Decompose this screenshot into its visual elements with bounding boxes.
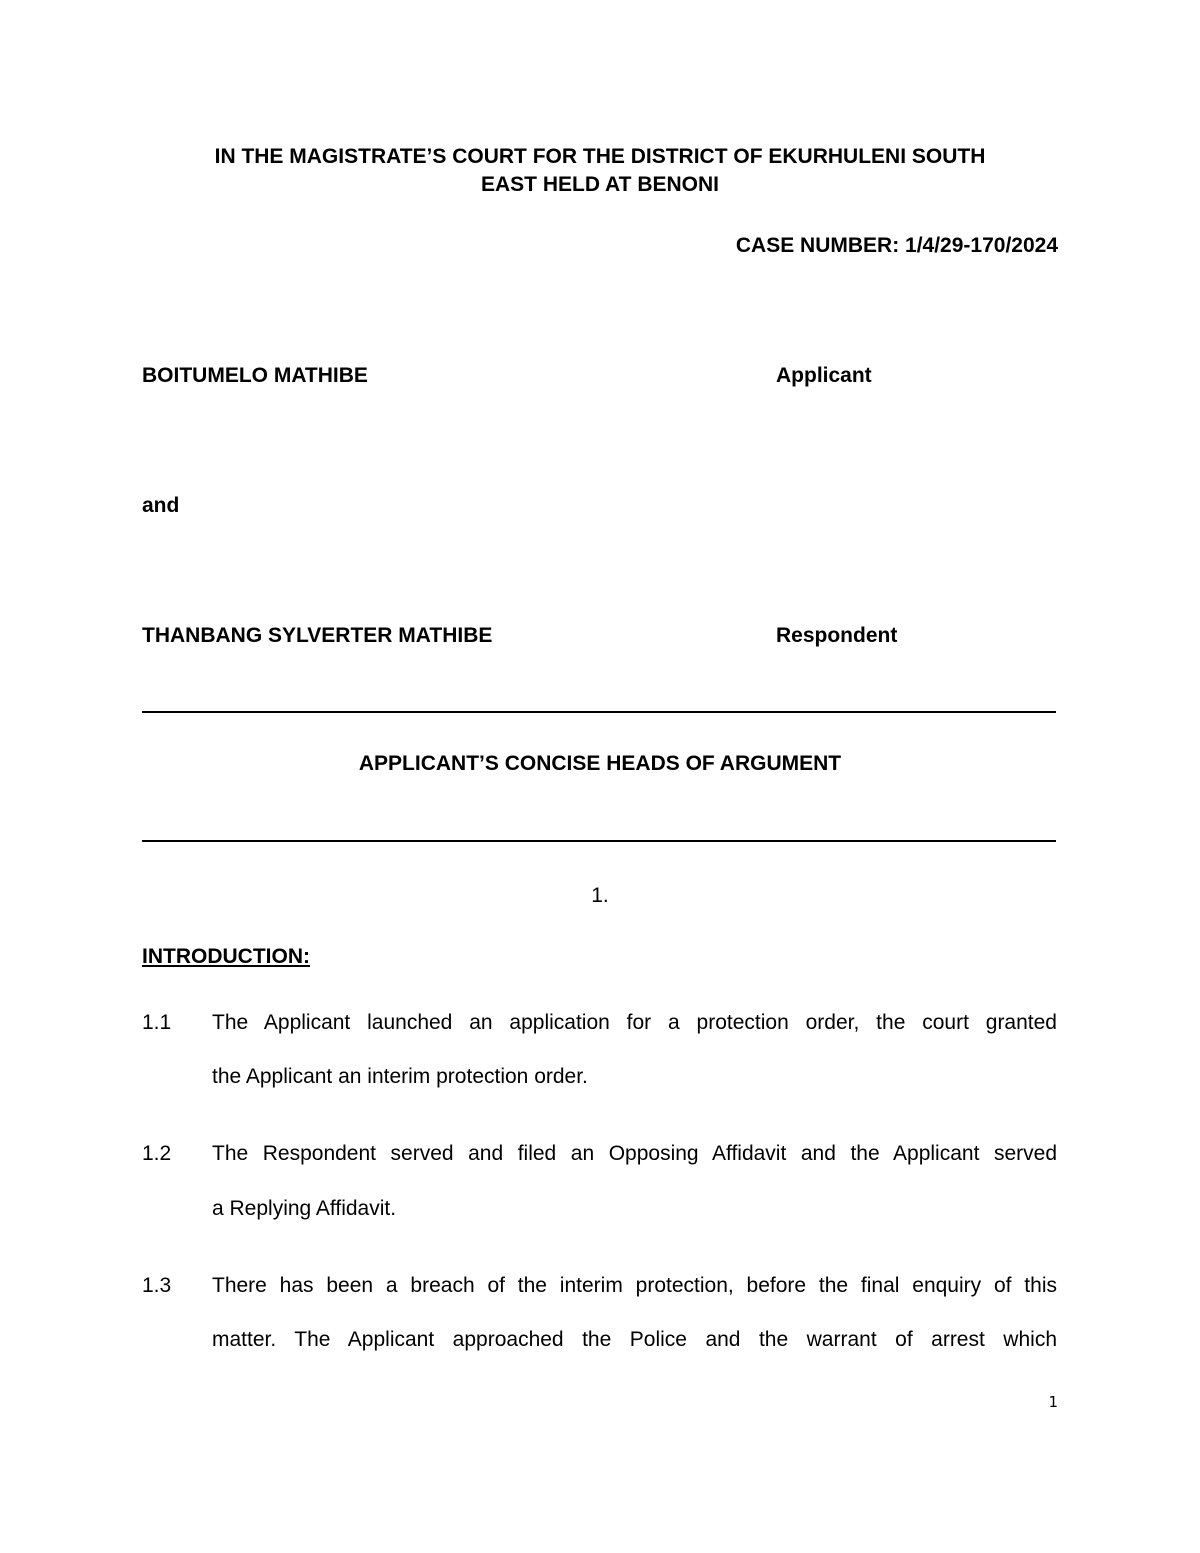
court-heading-line-1: IN THE MAGISTRATE’S COURT FOR THE DISTRICT OF EKURHULENI SOUTH — [214, 145, 986, 168]
party-conjunction: and — [142, 494, 180, 517]
page-number: 1 — [1048, 1393, 1058, 1411]
paragraph-line: The Respondent served and filed an Opposing Affidavit and the Applicant served — [212, 1142, 1057, 1165]
court-heading-line-2: EAST HELD AT BENONI — [480, 173, 719, 196]
paragraph-number: 1.3 — [142, 1274, 172, 1297]
respondent-role: Respondent — [776, 624, 898, 647]
court-heading — [142, 143, 1058, 199]
section-number: 1. — [591, 884, 609, 907]
paragraph-number: 1.2 — [142, 1142, 172, 1165]
applicant-name: BOITUMELO MATHIBE — [142, 364, 368, 387]
paragraph-line: matter. The Applicant approached the Police and the warrant of arrest which — [212, 1328, 1057, 1351]
respondent-name: THANBANG SYLVERTER MATHIBE — [142, 624, 493, 647]
paragraph-line: The Applicant launched an application for a protection order, the court granted — [212, 1011, 1057, 1034]
document-title: APPLICANT’S CONCISE HEADS OF ARGUMENT — [358, 752, 842, 775]
paragraph-line: a Replying Affidavit. — [212, 1197, 397, 1220]
section-heading: INTRODUCTION: — [142, 945, 310, 968]
title-rule-top — [142, 711, 1056, 713]
paragraph-line: the Applicant an interim protection order. — [212, 1065, 588, 1088]
case-number: CASE NUMBER: 1/4/29-170/2024 — [735, 234, 1058, 257]
paragraph-number: 1.1 — [142, 1011, 172, 1034]
paragraph-line: There has been a breach of the interim protection, before the final enquiry of this — [212, 1274, 1057, 1297]
applicant-role: Applicant — [776, 364, 872, 387]
title-rule-bottom — [142, 840, 1056, 842]
